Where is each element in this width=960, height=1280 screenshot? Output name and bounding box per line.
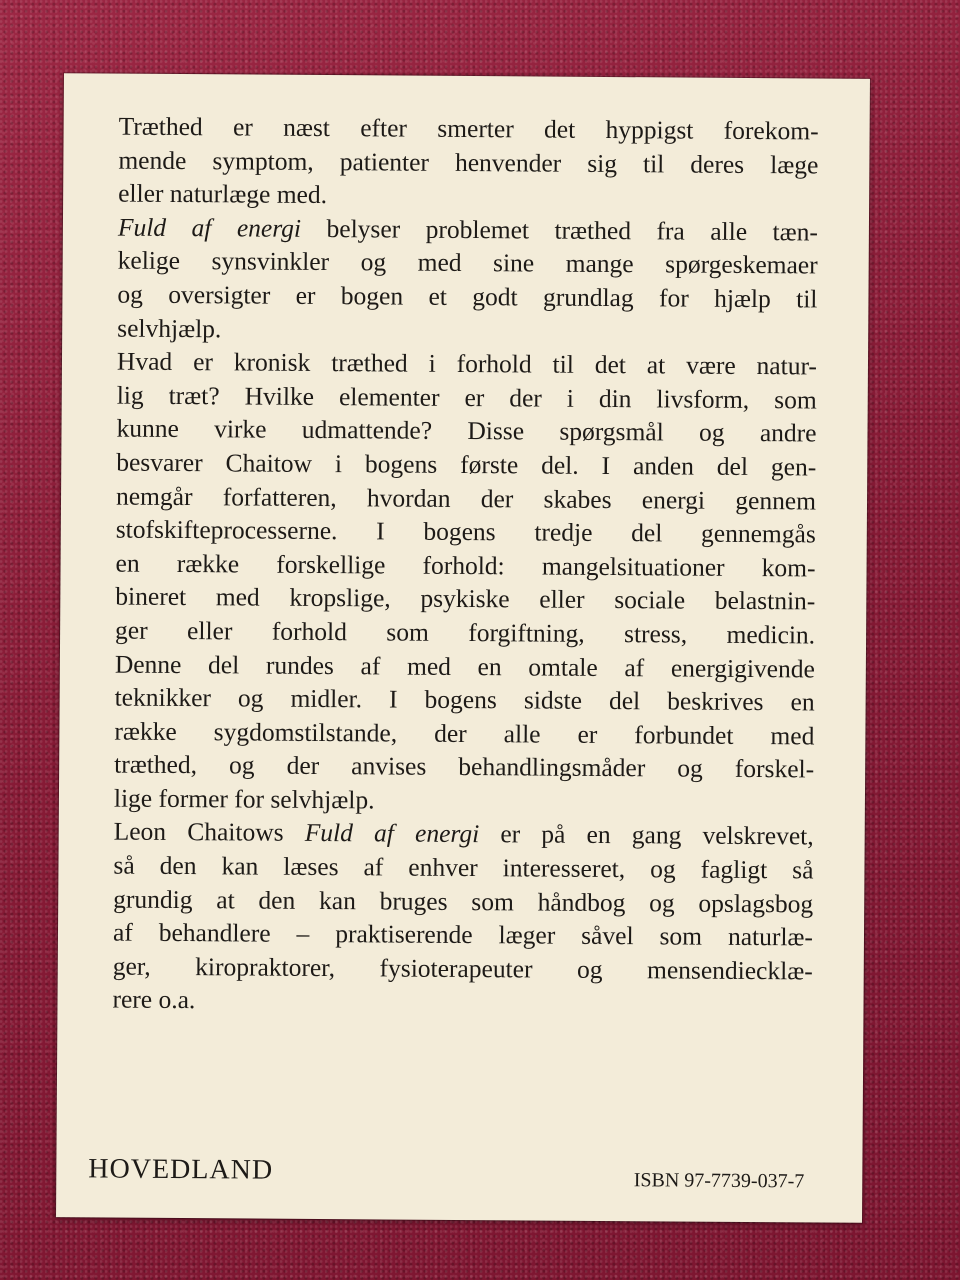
blurb-line bbox=[118, 143, 818, 181]
isbn-number: ISBN 97-7739-037-7 bbox=[633, 1169, 805, 1193]
blurb-line bbox=[113, 916, 813, 954]
blurb-line bbox=[113, 882, 813, 920]
blurb-line bbox=[114, 815, 814, 853]
blurb-segment: kunne virke udmattende? Disse spørgsmål og andre bbox=[116, 413, 817, 448]
blurb-line bbox=[118, 177, 818, 215]
blurb-segment: teknikker og midler. I bogens sidste del beskrives en bbox=[114, 682, 815, 717]
blurb-line bbox=[115, 546, 815, 584]
blurb-segment: ger, kiropraktorer, fysioterapeuter og mensendiecklæ- bbox=[112, 951, 813, 986]
blurb-line bbox=[112, 983, 812, 1021]
blurb-line bbox=[115, 613, 815, 651]
blurb-segment: række sygdomstilstande, der alle er forbundet med bbox=[114, 716, 815, 751]
blurb-segment: rere o.a. bbox=[112, 984, 196, 1015]
blurb-segment: lige former for selvhjælp. bbox=[113, 783, 375, 815]
blurb-line bbox=[117, 311, 817, 349]
blurb-segment: kelige synsvinkler og med sine mange spørgeskemaer bbox=[117, 245, 818, 280]
blurb-line bbox=[114, 748, 814, 786]
blurb-segment: en række forskellige forhold: mangelsituationer kom- bbox=[115, 548, 816, 583]
blurb-line bbox=[116, 412, 816, 450]
blurb-line bbox=[114, 714, 814, 752]
blurb-segment: så den kan læses af enhver interesseret, og fagligt så bbox=[113, 850, 814, 885]
blurb-line bbox=[115, 580, 815, 618]
blurb-line bbox=[115, 647, 815, 685]
publisher-name: HOVEDLAND bbox=[88, 1153, 274, 1186]
blurb-segment: grundig at den kan bruges som håndbog og opslagsbog bbox=[113, 884, 814, 919]
blurb-line bbox=[116, 446, 816, 484]
blurb-segment: Træthed er næst efter smerter det hyppigst forekom- bbox=[118, 111, 819, 146]
blurb-line bbox=[117, 345, 817, 383]
blurb-segment: Hvad er kronisk træthed i forhold til det at være natur- bbox=[116, 346, 818, 381]
blurb-line bbox=[114, 781, 814, 819]
blurb-segment: træthed, og der anvises behandlingsmåder og forskel- bbox=[114, 749, 815, 784]
blurb-line bbox=[116, 479, 816, 517]
blurb-text bbox=[112, 110, 818, 1022]
blurb-segment: er på en gang velskrevet, bbox=[479, 819, 814, 851]
blurb-segment: af behandlere – praktiserende læger såvel som naturlæ- bbox=[112, 917, 814, 952]
blurb-segment: og oversigter er bogen et godt grundlag for hjælp til bbox=[117, 279, 818, 314]
blurb-line bbox=[117, 278, 817, 316]
blurb-line bbox=[118, 244, 818, 282]
blurb-segment: besvarer Chaitow i bogens første del. I anden del gen- bbox=[116, 447, 817, 482]
blurb-segment: mende symptom, patienter henvender sig til deres læge bbox=[118, 145, 819, 180]
blurb-segment: Leon Chaitows bbox=[113, 817, 305, 848]
blurb-line bbox=[119, 110, 819, 148]
book-title-italic: Fuld af energi bbox=[117, 212, 302, 243]
blurb-segment: selvhjælp. bbox=[117, 313, 222, 343]
blurb-line bbox=[116, 513, 816, 551]
blurb-line bbox=[117, 378, 817, 416]
blurb-segment: ger eller forhold som forgiftning, stress, medicin. bbox=[115, 615, 816, 650]
blurb-line bbox=[113, 849, 813, 887]
back-cover-card bbox=[56, 73, 870, 1223]
blurb-segment: bineret med kropslige, psykiske eller sociale belastnin- bbox=[115, 581, 816, 616]
blurb-segment: nemgår forfatteren, hvordan der skabes energi gennem bbox=[115, 481, 817, 515]
blurb-segment: stofskifteprocesserne. I bogens tredje del gennemgås bbox=[115, 514, 816, 549]
book-title-italic: Fuld af energi bbox=[304, 818, 480, 849]
blurb-segment: Denne del rundes af med en omtale af energigivende bbox=[114, 649, 815, 683]
blurb-segment: lig træt? Hvilke elementer er der i din livsform, som bbox=[116, 380, 817, 415]
blurb-segment: belyser problemet træthed fra alle tæn- bbox=[300, 213, 819, 247]
blurb-segment: eller naturlæge med. bbox=[118, 178, 328, 210]
blurb-line bbox=[118, 210, 818, 248]
blurb-line bbox=[115, 681, 815, 719]
blurb-line bbox=[113, 949, 813, 987]
